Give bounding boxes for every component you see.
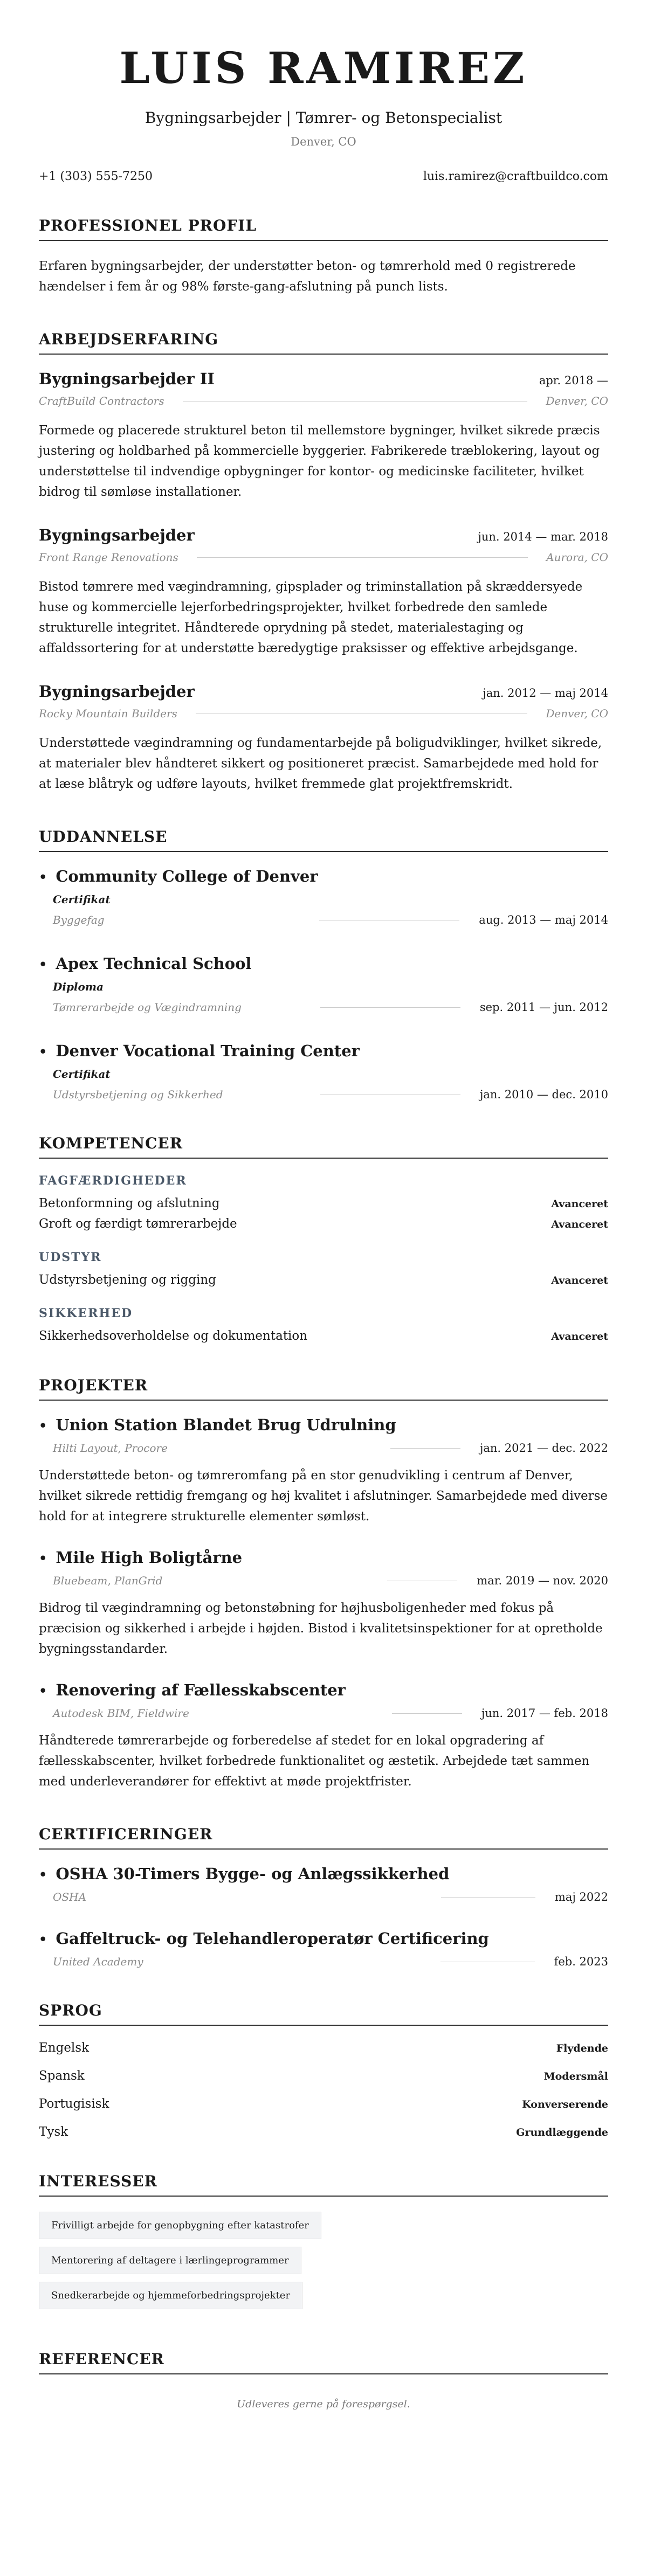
skill-name: Udstyrsbetjening og rigging: [39, 1273, 216, 1287]
skills-section: [39, 1134, 608, 1343]
bullet-icon: •: [39, 1931, 47, 1947]
language-name: Engelsk: [39, 2041, 90, 2055]
location: Denver, CO: [291, 135, 356, 148]
bullet-icon: •: [39, 1044, 47, 1060]
field-of-study: Byggefag: [53, 913, 105, 926]
leader-line: [320, 1094, 460, 1095]
job-dates: jun. 2014 — mar. 2018: [478, 530, 608, 543]
education-entry: [39, 867, 608, 926]
skill-level: Avanceret: [551, 1198, 608, 1210]
leader-line: [387, 1580, 457, 1581]
project-description: Bidrog til vægindramning og betonstøbning for højhusboligenheder med fokus på præcision og sikkerhed i arbejde i højden. Bistod i kvalitetsinspektioner for at opretholde bygningsstandarder.: [39, 1601, 603, 1656]
leader-line: [392, 1713, 462, 1714]
certifications-list: [39, 1865, 608, 1968]
education-details: [39, 893, 608, 926]
leader-line: [440, 1961, 535, 1962]
job-location: Aurora, CO: [546, 551, 608, 564]
profile-section: [39, 217, 608, 297]
skill-row: [39, 1329, 608, 1343]
field-of-study: Udstyrsbetjening og Sikkerhed: [53, 1088, 223, 1101]
project-title: [39, 1681, 608, 1699]
job-dates: apr. 2018 —: [539, 374, 608, 387]
experience-entry: [39, 370, 608, 502]
skill-row: [39, 1217, 608, 1231]
references-text: Udleveres gerne på forespørgsel.: [237, 2398, 410, 2410]
leader-line: [390, 1448, 460, 1449]
language-level: Flydende: [556, 2042, 608, 2054]
entry-subheader: [39, 394, 608, 407]
skill-level: Avanceret: [551, 1331, 608, 1342]
language-name: Portugisisk: [39, 2097, 109, 2111]
job-title: Bygningsarbejder II: [39, 370, 215, 388]
skill-category: SIKKERHED: [39, 1306, 133, 1320]
school-name: Denver Vocational Training Center: [56, 1042, 360, 1060]
company-name: CraftBuild Contractors: [39, 394, 164, 407]
contact-row: [39, 170, 608, 183]
languages-list: [39, 2041, 608, 2139]
phone: +1 (303) 555-7250: [39, 170, 153, 183]
skill-name: Sikkerhedsoverholdelse og dokumentation: [39, 1329, 308, 1343]
skill-name: Betonformning og afslutning: [39, 1196, 220, 1210]
skill-category: FAGFÆRDIGHEDER: [39, 1174, 187, 1188]
profile-text: Erfaren bygningsarbejder, der understøtter beton- og tømrerhold med 0 registrerede hændelser i fem år og 98% første-gang-afslutning på punch lists.: [39, 259, 576, 294]
company-name: Rocky Mountain Builders: [39, 707, 177, 720]
section-title: PROJEKTER: [39, 1376, 608, 1401]
language-level: Modersmål: [543, 2071, 608, 2082]
interests-section: [39, 2172, 608, 2317]
bullet-icon: •: [39, 1550, 47, 1566]
interest-tag: Snedkerarbejde og hjemmeforbedringsprojekter: [39, 2282, 302, 2309]
project-tools: Hilti Layout, Procore: [53, 1442, 168, 1455]
school-name: Community College of Denver: [56, 867, 318, 885]
education-subheader: [53, 1088, 608, 1101]
language-row: [39, 2041, 608, 2055]
job-location: Denver, CO: [546, 707, 608, 720]
certification-name: OSHA 30-Timers Bygge- og Anlægssikkerhed: [56, 1865, 450, 1883]
email: luis.ramirez@craftbuildco.com: [423, 170, 608, 183]
leader-line: [441, 1896, 535, 1898]
project-tools: Autodesk BIM, Fieldwire: [53, 1707, 189, 1720]
entry-header: [39, 370, 608, 388]
job-location: Denver, CO: [546, 394, 608, 407]
certifications-section: [39, 1825, 608, 1968]
certification-name: Gaffeltruck- og Telehandleroperatør Certificering: [56, 1929, 489, 1948]
education-subheader: [53, 1001, 608, 1014]
language-row: [39, 2097, 608, 2111]
experience-list: [39, 370, 608, 794]
project-subheader: [39, 1707, 608, 1720]
language-level: Grundlæggende: [516, 2127, 608, 2138]
skill-group: [39, 1174, 608, 1231]
project-entry: [39, 1548, 608, 1659]
degree: Certifikat: [53, 1068, 111, 1081]
certification-issuer: United Academy: [53, 1955, 143, 1968]
section-title: INTERESSER: [39, 2172, 608, 2197]
entry-subheader: [39, 551, 608, 564]
bullet-icon: •: [39, 957, 47, 972]
job-dates: jan. 2012 — maj 2014: [483, 687, 608, 700]
interest-tag: Mentorering af deltagere i lærlingeprogrammer: [39, 2247, 301, 2274]
leader-line: [320, 1007, 460, 1008]
school-title: [39, 1042, 608, 1060]
projects-section: [39, 1376, 608, 1792]
skill-name: Groft og færdigt tømrerarbejde: [39, 1217, 237, 1231]
language-row: [39, 2125, 608, 2139]
experience-entry: [39, 526, 608, 659]
section-title: CERTIFICERINGER: [39, 1825, 608, 1850]
certification-date: maj 2022: [554, 1891, 608, 1903]
project-entry: [39, 1681, 608, 1792]
project-dates: jun. 2017 — feb. 2018: [481, 1707, 608, 1720]
languages-section: [39, 2002, 608, 2139]
skills-list: [39, 1174, 608, 1343]
resume-header: [39, 0, 608, 183]
project-title: [39, 1548, 608, 1567]
field-of-study: Tømrerarbejde og Vægindramning: [53, 1001, 242, 1014]
leader-line: [197, 557, 528, 558]
certification-issuer: OSHA: [53, 1891, 86, 1903]
bullet-icon: •: [39, 869, 47, 885]
leader-line: [183, 400, 528, 401]
section-title: ARBEJDSERFARING: [39, 330, 608, 355]
interest-tag: Frivilligt arbejde for genopbygning efter katastrofer: [39, 2212, 321, 2239]
education-dates: jan. 2010 — dec. 2010: [479, 1088, 608, 1101]
project-tools: Bluebeam, PlanGrid: [53, 1574, 163, 1587]
language-level: Konverserende: [522, 2099, 608, 2110]
leader-line: [196, 713, 528, 714]
skill-group: [39, 1250, 608, 1287]
projects-list: [39, 1416, 608, 1792]
project-subheader: [39, 1442, 608, 1455]
bullet-icon: •: [39, 1867, 47, 1882]
project-entry: [39, 1416, 608, 1527]
project-description: Håndterede tømrerarbejde og forberedelse af stedet for en lokal opgradering af fællesskabscenter, hvilket forbedrede funktionalitet og æstetik. Arbejdede tæt sammen med underleverandører for effektivt at møde projektfrister.: [39, 1734, 590, 1789]
education-details: [39, 1068, 608, 1101]
education-dates: sep. 2011 — jun. 2012: [479, 1001, 608, 1014]
education-section: [39, 828, 608, 1101]
bullet-icon: •: [39, 1683, 47, 1699]
education-entry: [39, 954, 608, 1014]
project-title: [39, 1416, 608, 1434]
candidate-name: LUIS RAMIREZ: [119, 43, 528, 93]
school-title: [39, 954, 608, 973]
section-title: REFERENCER: [39, 2350, 608, 2374]
experience-entry: [39, 682, 608, 794]
education-details: [39, 980, 608, 1014]
skill-level: Avanceret: [551, 1275, 608, 1286]
company-name: Front Range Renovations: [39, 551, 178, 564]
certification-subheader: [39, 1955, 608, 1968]
degree: Diploma: [53, 980, 104, 993]
experience-section: [39, 330, 608, 794]
entry-header: [39, 682, 608, 701]
skill-row: [39, 1196, 608, 1210]
job-title: Bygningsarbejder: [39, 682, 195, 701]
project-dates: jan. 2021 — dec. 2022: [479, 1442, 608, 1455]
entry-header: [39, 526, 608, 544]
certification-title: [39, 1865, 608, 1883]
interests-list: [39, 2212, 608, 2317]
entry-subheader: [39, 707, 608, 720]
references-section: [39, 2350, 608, 2410]
project-dates: mar. 2019 — nov. 2020: [477, 1574, 608, 1587]
project-description: Understøttede beton- og tømreromfang på en stor genudvikling i centrum af Denver, hvilket sikrede rettidig fremgang og høj kvalitet i afslutninger. Samarbejdede med diverse hold for at integrere strukturelle elementer sømløst.: [39, 1469, 608, 1524]
certification-entry: [39, 1865, 608, 1903]
section-title: UDDANNELSE: [39, 828, 608, 852]
section-title: PROFESSIONEL PROFIL: [39, 217, 608, 241]
education-entry: [39, 1042, 608, 1101]
education-list: [39, 867, 608, 1101]
job-title: Bygningsarbejder: [39, 526, 195, 544]
project-name: Mile High Boligtårne: [56, 1548, 243, 1567]
education-subheader: [53, 913, 608, 926]
certification-date: feb. 2023: [554, 1955, 608, 1968]
school-name: Apex Technical School: [56, 954, 252, 973]
certification-subheader: [39, 1891, 608, 1903]
degree: Certifikat: [53, 893, 111, 906]
language-name: Tysk: [39, 2125, 68, 2139]
skill-category: UDSTYR: [39, 1250, 102, 1264]
headline: Bygningsarbejder | Tømrer- og Betonspecialist: [144, 109, 503, 127]
project-name: Union Station Blandet Brug Udrulning: [56, 1416, 396, 1434]
certification-title: [39, 1929, 608, 1948]
skill-group: [39, 1306, 608, 1343]
project-subheader: [39, 1574, 608, 1587]
skill-row: [39, 1273, 608, 1287]
bullet-icon: •: [39, 1418, 47, 1434]
school-title: [39, 867, 608, 885]
job-description: Understøttede vægindramning og fundamentarbejde på boligudviklinger, hvilket sikrede, at materialer blev håndteret sikkert og positioneret præcist. Samarbejdede med hold for at læse blåtryk og udføre layouts, hvilket fremmede glat projektfremskridt.: [39, 736, 602, 791]
job-description: Bistod tømrere med vægindramning, gipsplader og triminstallation på skræddersyede huse og kommercielle lejerforbedringsprojekter, hvilket forbedrede den samlede strukturelle integritet. Håndterede oprydning på stedet, materialestaging og affaldssortering for at understøtte bæredygtige praksisser og effektive arbejdsgange.: [39, 580, 583, 655]
certification-entry: [39, 1929, 608, 1968]
leader-line: [319, 919, 459, 920]
language-row: [39, 2069, 608, 2083]
language-name: Spansk: [39, 2069, 85, 2083]
project-name: Renovering af Fællesskabscenter: [56, 1681, 346, 1699]
section-title: KOMPETENCER: [39, 1134, 608, 1159]
skill-level: Avanceret: [551, 1218, 608, 1230]
education-dates: aug. 2013 — maj 2014: [479, 913, 608, 926]
job-description: Formede og placerede strukturel beton til mellemstore bygninger, hvilket sikrede præcis justering og holdbarhed på kommercielle byggerier. Fabrikerede træblokering, layout og understøttelse til indvendige opbygninger for kontor- og medicinske faciliteter, hvilket bidrog til sømløse installationer.: [39, 424, 600, 499]
section-title: SPROG: [39, 2002, 608, 2026]
